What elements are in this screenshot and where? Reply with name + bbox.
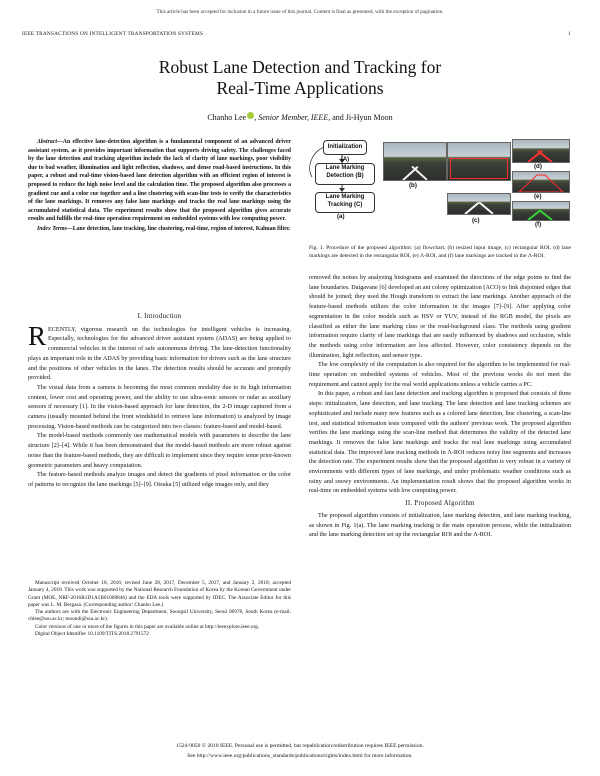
intro-paragraph-4: The feature-based methods analyze images and detect the gradients of pixel information or the color of patterns to recognize the lane markings [5]–[9]. Otsuka [5] utilized edge images only, and they — [28, 471, 291, 488]
detected-lanes-image — [512, 139, 570, 163]
index-terms-text: Lane detection, lane tracking, line clustering, real-time, region of interest, Kalman filter. — [72, 225, 291, 232]
section-1-heading: I. Introduction — [137, 313, 182, 320]
index-terms-label: Index Terms— — [37, 225, 73, 232]
running-head: IEEE TRANSACTIONS ON INTELLIGENT TRANSPORTATION SYSTEMS — [22, 31, 204, 37]
author-line — [60, 112, 540, 122]
lambda-roi-image — [512, 171, 570, 193]
drop-cap: R — [28, 320, 47, 351]
intro-paragraph-1: ECENTLY, vigorous research on the technologies for intelligent vehicles is increasing. Especially, technologies for the advanced driver assistant system (ADAS) are being applied to commercial vehicles in the interest of safe autonomous driving. The lane-detection functionality plays an important role in the ADAS by providing basic information for drivers such as the lane structure and the positions of other vehicles in the lanes. The detection results should be accurate and promptly provided. — [28, 325, 291, 382]
footnote-doi: Digital Object Identifier 10.1109/TITS.2018.2791572 — [35, 631, 149, 638]
footnote-affiliation: The authors are with the Electronic Engineering Department, Soongsil University, Seoul 06978, South Korea (e-mail: chlee@ssu.ac.kr; moondi@ssu.ac.kr). — [28, 609, 291, 623]
paper-title — [60, 57, 540, 99]
rights-url-line[interactable]: See http://www.ieee.org/publications_standards/publications/rights/index.html for more information. — [187, 753, 413, 759]
footnote-block — [28, 580, 291, 638]
label-e: (e) — [534, 193, 542, 200]
label-b: (b) — [409, 182, 417, 189]
author-1: Chanho Lee — [207, 113, 247, 122]
right-paragraph-4: The proposed algorithm consists of initialization, lane marking detection, and lane marking tracking, as shown in Fig. 1(a). The lane marking tracking is the main operation process, while the initialization and the lane marking detection set up the rectangular ROI and the Λ-ROI. — [309, 511, 571, 539]
copyright-line: 1524-9050 © 2018 IEEE. Personal use is permitted, but republication/redistribution requires IEEE permission. — [176, 743, 424, 749]
page-number: 1 — [568, 31, 571, 37]
title-line-1: Robust Lane Detection and Tracking for — [158, 57, 442, 77]
rectangular-roi-crop — [447, 193, 511, 215]
label-a: (a) — [337, 213, 345, 220]
footnote-color: Color versions of one or more of the figures in this paper are available online at http://ieeexplore.ieee.org. — [35, 623, 260, 630]
flow-box-detection: Lane Marking Detection (B) — [315, 163, 375, 185]
right-column-body — [309, 273, 571, 540]
label-d: (d) — [534, 163, 542, 170]
figure-1-caption: Fig. 1. Procedure of the proposed algorithm: (a) flowchart, (b) resized input image, (c) rectangular ROI, (d) lane markings are detected in the rectangular ROI, (e) Λ-ROI, and (f) lane markings are tracked in the Λ-ROI. — [309, 245, 571, 260]
right-paragraph-1: removed the noises by analyzing histograms and examined the directions of the edge points to find the lane boundaries. Daigavane [6] developed an ant colony optimization (ACO) to link disjointed edges that should be joined; they used the Hough transform to extract the lane markings. Another approach of the feature-based methods utilizes the color information in the images [7]–[9]. After applying color segmentation in the color models such as HSV or YUV, instead of the RGB model, the pixels are classified as either the lane marking class or the road-background class. The methods using gradient information require clarity of lane markings that are easily influenced by shadows and occlusion, while the methods using color information are less affected. However, color consistency depends on the illumination, light reflection, and sensor type. — [309, 274, 571, 359]
abstract-label: Abstract— — [37, 139, 63, 145]
title-line-2: Real-Time Applications — [216, 78, 384, 98]
acceptance-note: This article has been accepted for inclusion in a future issue of this journal. Content is final as presented, with the exception of pagination. — [156, 9, 444, 15]
lambda-roi-overlay — [513, 172, 569, 192]
tracked-lanes-image — [512, 201, 570, 221]
footnote-manuscript: Manuscript received October 18, 2016; revised June 28, 2017, December 5, 2017, and January 2, 2018; accepted January 4, 2018. This work was supported by the National Research Foundation of Korea by the Korean Government under Grant (MOE, NRF-2016R1D1A1B01008846) and the EDA tools were supported by IDEC. The Associate Editor for this paper was L. M. Bergasa. (Corresponding author: Chanho Lee.) — [28, 580, 291, 608]
input-image — [383, 142, 447, 181]
right-paragraph-3: In this paper, a robust and fast lane detection and tracking algorithm is proposed that consists of three steps: initialization, lane detection, and lane tracking. The lane detection and lane tracking schemes are sophisticated and include many new features such as a colored lane detection, line clustering, a scan-line test, and statistical information tests compared with the authors' previous work. The proposed algorithm verifies the lane markings using the scan-line method that determines the validity of the detected lane markings. It removes the false lane markings and tracks the real lane markings using accumulated statistical data. The improved lane tracking methods in Λ-ROI reduces noisy line segments and increases the detection rate. The experiment results show that the proposed algorithm is very robust in a variety of environments with different types of lane markings, and under problematic weather conditions such as rainy and snowy environments. An implementation result shows that the proposed algorithm works in real-time on embedded systems with low computing power. — [309, 390, 571, 495]
author-2: , and Ji-Hyun Moon — [328, 113, 393, 122]
left-column-body — [28, 312, 291, 490]
abstract-text: An effective lane-detection algorithm is a fundamental component of an advanced driver assistant system, as it provides important information that supports driving safety. The challenges faced by the lane detection and tracking algorithm include the lack of clarity of lane markings, poor visibility due to bad weather, illumination and light reflection, shadows, and dense road-based instructions. In this paper, a robust and real-time vision-based lane detection algorithm with an efficient region of interest is proposed to reduce the high noise level and the calculation time. The proposed algorithm also processes a gradient cue and a color cue together and a line clustering with scan-line tests to verify the characteristics of the lane markings. It removes any false lane markings and tracks the real lane markings using the accumulated statistical data. The experiment results show that the proposed algorithm gives accurate results and fulfills the real-time operation requirement on embedded systems with low computing power. — [28, 139, 291, 223]
label-f: (f) — [535, 221, 542, 228]
member-note: , Senior Member, IEEE — [254, 113, 329, 122]
right-paragraph-2: The low complexity of the computation is also required for the algorithm to be implemented for real-time operation on embedded systems of vehicles. Most of the previous works do not meet the requirement and cannot apply for the real world applications unless a vehicle carries a PC. — [309, 361, 571, 388]
flow-box-tracking: Lane Marking Tracking (C) — [315, 192, 375, 213]
label-c: (c) — [472, 217, 480, 224]
flow-box-initialization: Initialization (A) — [323, 140, 367, 155]
intro-paragraph-3: The model-based methods commonly use mathematical models with parameters to describe the lane structure [2]–[4]. While it has been demonstrated that the model-based methods are more robust against noise than the feature-based methods, they are difficult to implement since they require some prior-known geometric parameters and heavy computation. — [28, 432, 291, 469]
abstract — [28, 138, 291, 235]
rectangular-roi-image — [447, 142, 511, 181]
section-2-heading: II. Proposed Algorithm — [405, 500, 475, 508]
figure-1 — [309, 137, 571, 234]
intro-paragraph-2: The visual data from a camera is becoming the most common modality due to its high information content, lower cost and operating power, and the ability to use ultra-sonic sensors or radar as auxiliary sensors if necessary [1]. In the vision-based approach for lane detection, the 2-D image captured from a camera (usually mounted behind the front windshield to retrieve lane information) is analyzed by image processing. Vision-based methods can be categorized into two classes: feature-based and model-based. — [28, 383, 291, 430]
